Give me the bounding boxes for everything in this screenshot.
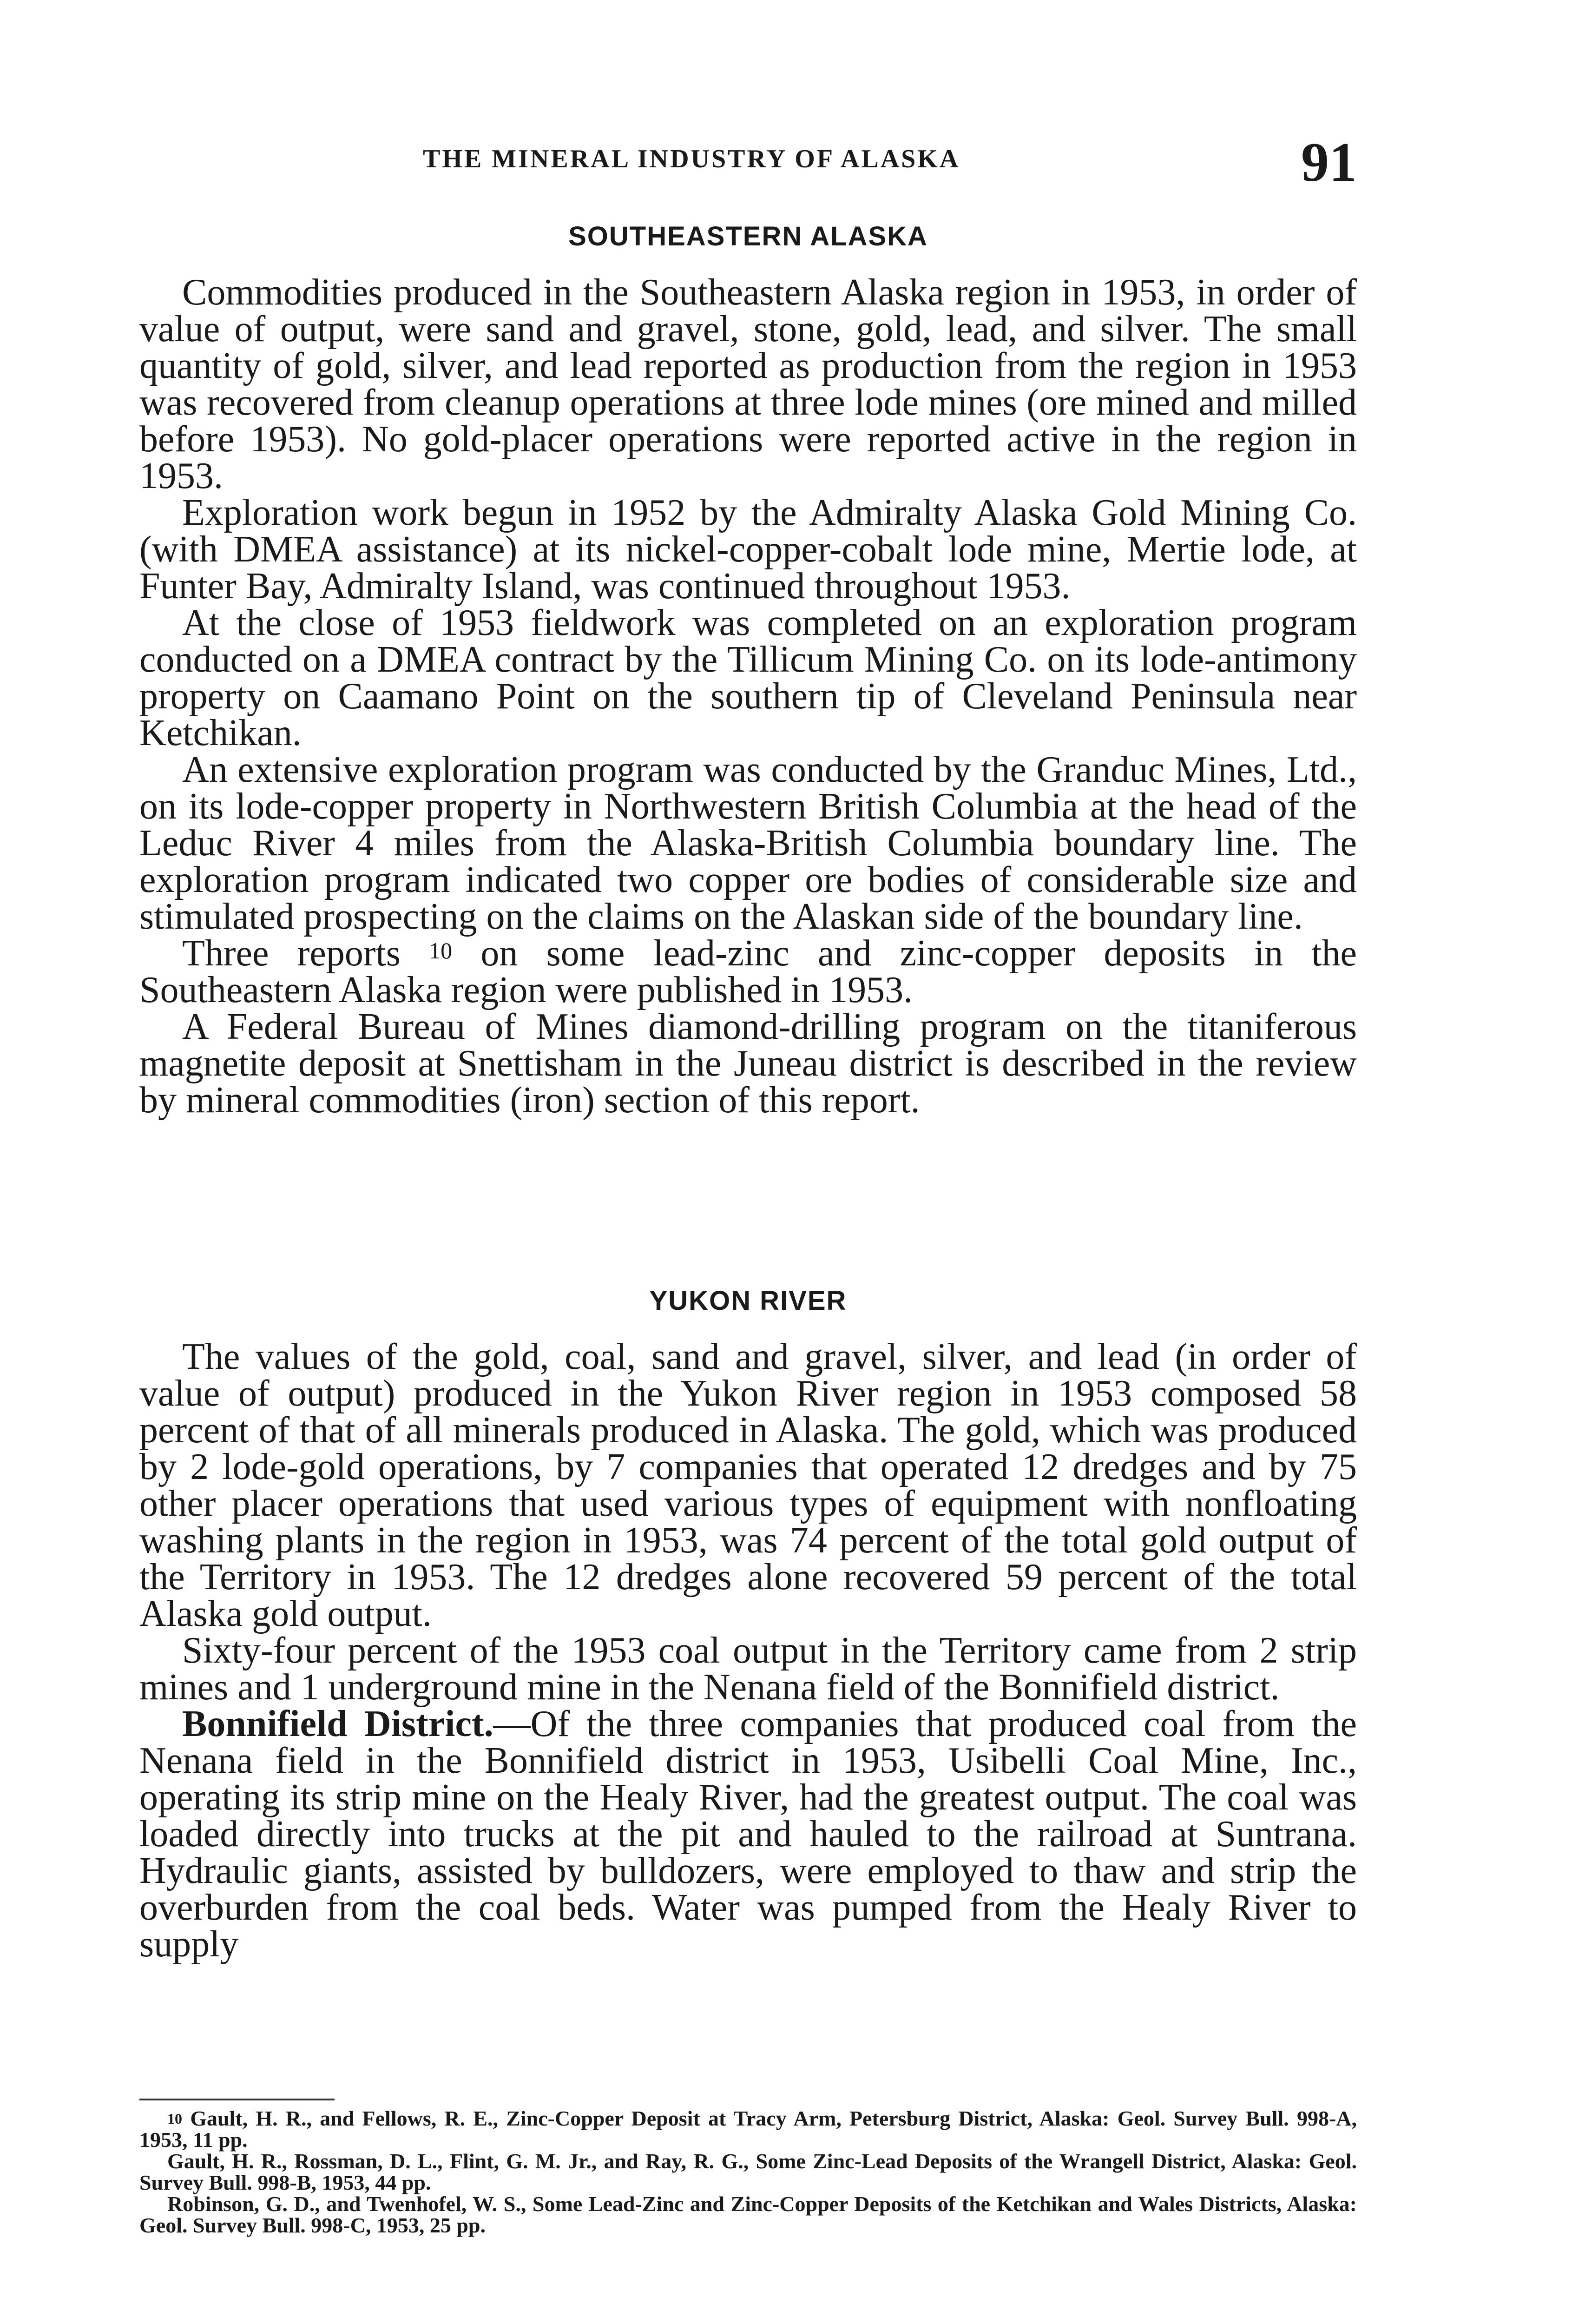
footnote-reference: 10 <box>429 938 453 964</box>
southeastern-body <box>139 274 1357 1119</box>
text-span: Three reports <box>182 933 401 974</box>
paragraph-reports <box>139 935 1357 1009</box>
section-heading-yukon: YUKON RIVER <box>649 1286 847 1316</box>
run-in-heading: Bonnifield District. <box>182 1703 493 1744</box>
footnote-number: 10 <box>167 2110 182 2127</box>
page-number: 91 <box>1301 131 1357 193</box>
footnote: Gault, H. R., Rossman, D. L., Flint, G. M. Jr., and Ray, R. G., Some Zinc-Lead Deposits of the Wrangell District, Alaska: Geol. Survey Bull. 998-B, 1953, 44 pp. <box>139 2149 1357 2194</box>
footnote: Robinson, G. D., and Twenhofel, W. S., Some Lead-Zinc and Zinc-Copper Deposits of the Ketchikan and Wales Districts, Alaska: Geol. Survey Bull. 998-C, 1953, 25 pp. <box>139 2192 1357 2237</box>
paragraph-bonnifield <box>139 1703 1357 1965</box>
section-heading-southeastern: SOUTHEASTERN ALASKA <box>568 221 928 251</box>
text-span: on some lead-zinc and zinc-copper deposits in the Southeastern Alaska region were published in 1953. <box>139 933 1357 1010</box>
paragraph: At the close of 1953 fieldwork was completed on an exploration program conducted on a DMEA contract by the Tillicum Mining Co. on its lode-antimony property on Caamano Point on the southern tip of Cleveland Peninsula near Ketchikan. <box>139 602 1357 753</box>
paragraph: An extensive exploration program was conducted by the Granduc Mines, Ltd., on its lode-copper property in Northwestern British Columbia at the head of the Leduc River 4 miles from the Alaska-British Columbia boundary line. The exploration program indicated two copper ore bodies of considerable size and stimulated prospecting on the claims on the Alaskan side of the boundary line. <box>139 749 1357 937</box>
paragraph: Sixty-four percent of the 1953 coal output in the Territory came from 2 strip mines and 1 underground mine in the Nenana field of the Bonnifield district. <box>139 1630 1357 1708</box>
footnotes <box>139 2108 1357 2236</box>
paragraph: Exploration work begun in 1952 by the Admiralty Alaska Gold Mining Co. (with DMEA assistance) at its nickel-copper-cobalt lode mine, Mertie lode, at Funter Bay, Admiralty Island, was continued throughout 1953. <box>139 492 1357 607</box>
footnote-text: Gault, H. R., and Fellows, R. E., Zinc-Copper Deposit at Tracy Arm, Petersburg District, Alaska: Geol. Survey Bull. 998-A, 1953, 11 pp. <box>139 2106 1357 2152</box>
running-header <box>139 131 1357 193</box>
paragraph: Commodities produced in the Southeastern Alaska region in 1953, in order of value of output, were sand and gravel, stone, gold, lead, and silver. The small quantity of gold, silver, and lead reported as production from the region in 1953 was recovered from cleanup operations at three lode mines (ore mined and milled before 1953). No gold-placer operations were reported active in the region in 1953. <box>139 272 1357 496</box>
yukon-body <box>139 1336 1357 1965</box>
paragraph: A Federal Bureau of Mines diamond-drilling program on the titaniferous magnetite deposit at Snettisham in the Juneau district is described in the review by mineral commodities (iron) section of this report. <box>139 1006 1357 1121</box>
footnote-rule <box>139 2099 335 2100</box>
text-span: —Of the three companies that produced coal from the Nenana field in the Bonnifield district in 1953, Usibelli Coal Mine, Inc., operating its strip mine on the Healy River, had the greatest output. The coal was loaded directly into trucks at the pit and hauled to the railroad at Suntrana. Hydraulic giants, assisted by bulldozers, were employed to thaw and strip the overburden from the coal beds. Water was pumped from the Healy River to supply <box>139 1703 1357 1965</box>
running-title: THE MINERAL INDUSTRY OF ALASKA <box>423 145 960 173</box>
footnote <box>139 2108 1357 2151</box>
paragraph: The values of the gold, coal, sand and gravel, silver, and lead (in order of value of output) produced in the Yukon River region in 1953 composed 58 percent of that of all minerals produced in Alaska. The gold, which was produced by 2 lode-gold operations, by 7 companies that operated 12 dredges and by 75 other placer operations that used various types of equipment with nonfloating washing plants in the region in 1953, was 74 percent of the total gold output of the Territory in 1953. The 12 dredges alone recovered 59 percent of the total Alaska gold output. <box>139 1336 1357 1634</box>
